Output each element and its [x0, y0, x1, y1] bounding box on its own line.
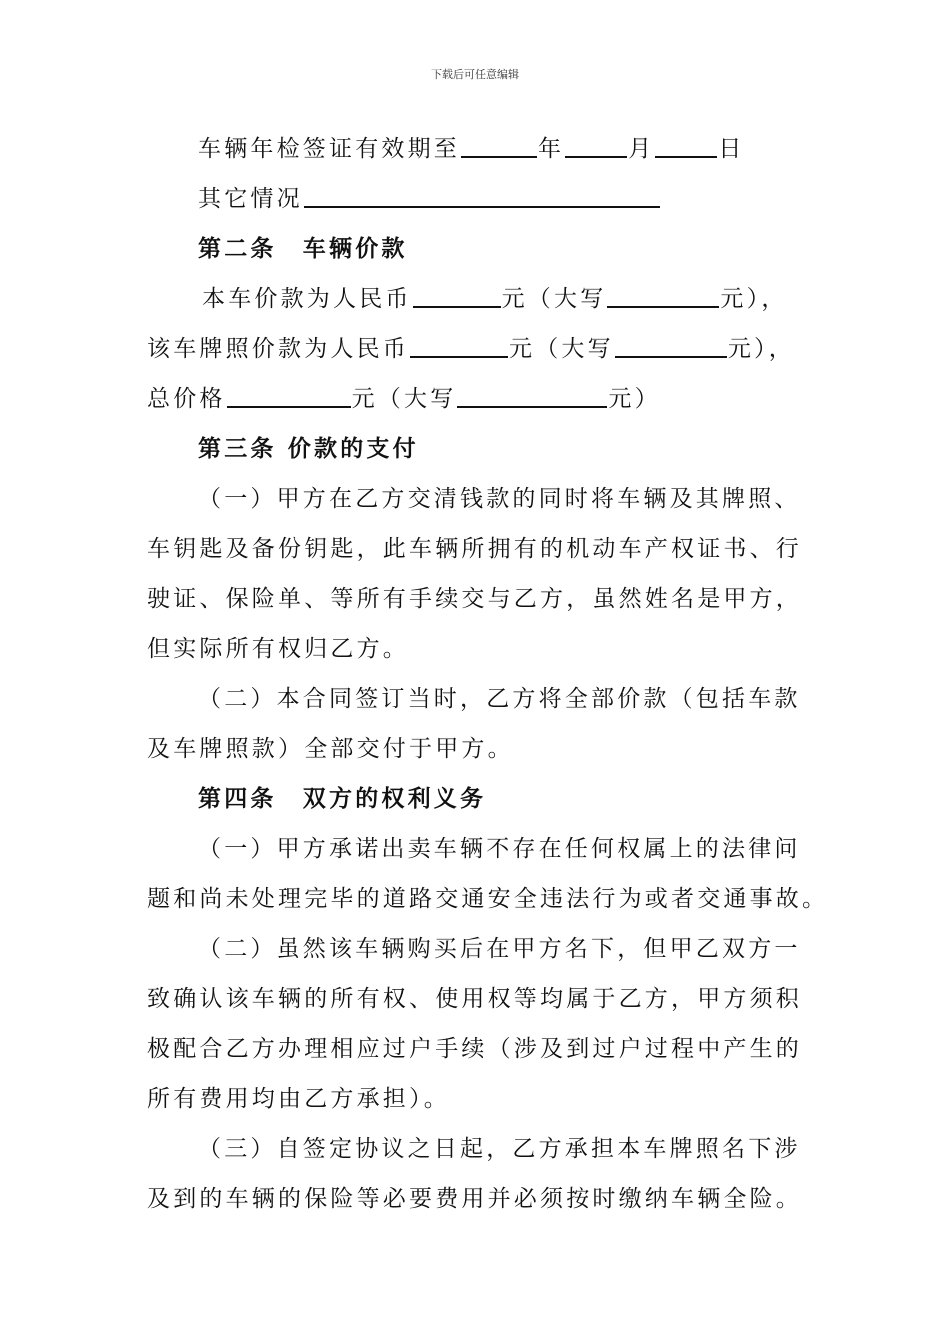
paragraph-line: （一）甲方承诺出卖车辆不存在任何权属上的法律问: [198, 836, 801, 862]
plate-price-caps-blank: [615, 334, 727, 358]
other-info-line: [198, 184, 661, 214]
plate-price-label: 该车牌照价款为人民币: [147, 336, 409, 362]
vehicle-price-caps-label: 元（大写: [501, 286, 607, 312]
paragraph-line: （一）甲方在乙方交清钱款的同时将车辆及其牌照、: [198, 486, 801, 512]
vehicle-price-label: 本车价款为人民币: [202, 286, 412, 312]
paragraph-line: 但实际所有权归乙方。: [147, 636, 409, 662]
day-blank: [655, 134, 717, 158]
paragraph-line: 题和尚未处理完毕的道路交通安全违法行为或者交通事故。: [147, 886, 829, 912]
other-info-label: 其它情况: [198, 186, 303, 212]
vehicle-price-end: 元），: [720, 286, 788, 312]
plate-price-caps-label: 元（大写: [509, 336, 614, 362]
paragraph-line: 极配合乙方办理相应过户手续（涉及到过户过程中产生的: [147, 1036, 802, 1062]
paragraph-line: （三）自签定协议之日起，乙方承担本车牌照名下涉: [198, 1136, 801, 1162]
year-label: 年: [538, 136, 565, 162]
vehicle-price-blank: [413, 284, 501, 308]
section-3-heading: 第三条 价款的支付: [198, 436, 419, 462]
paragraph-line: 及车牌照款）全部交付于甲方。: [147, 736, 514, 762]
total-price-caps-label: 元（大写: [351, 386, 457, 412]
other-info-blank: [304, 184, 660, 208]
total-price-line: [147, 384, 661, 414]
inspection-label: 车辆年检签证有效期至: [198, 136, 460, 162]
paragraph-line: 驶证、保险单、等所有手续交与乙方，虽然姓名是甲方，: [147, 586, 802, 612]
total-price-blank: [227, 384, 351, 408]
year-blank: [461, 134, 537, 158]
total-price-label: 总价格: [147, 386, 226, 412]
paragraph-line: 所有费用均由乙方承担）。: [147, 1086, 450, 1112]
plate-price-end: 元），: [727, 336, 795, 362]
paragraph-line: （二）本合同签订当时，乙方将全部价款（包括车款: [198, 686, 801, 712]
section-4-heading: 第四条 双方的权利义务: [198, 786, 487, 812]
total-price-caps-blank: [457, 384, 607, 408]
paragraph-line: 致确认该车辆的所有权、使用权等均属于乙方，甲方须积: [147, 986, 802, 1012]
paragraph-line: 及到的车辆的保险等必要费用并必须按时缴纳车辆全险。: [147, 1186, 802, 1212]
paragraph-line: 车钥匙及备份钥匙，此车辆所拥有的机动车产权证书、行: [147, 536, 802, 562]
plate-price-blank: [410, 334, 508, 358]
section-2-heading: 第二条 车辆价款: [198, 236, 408, 262]
vehicle-price-line: [202, 284, 788, 314]
total-price-end: 元）: [608, 386, 661, 412]
month-label: 月: [628, 136, 655, 162]
paragraph-line: （二）虽然该车辆购买后在甲方名下，但甲乙双方一: [198, 936, 801, 962]
vehicle-price-caps-blank: [607, 284, 719, 308]
plate-price-line: [147, 334, 795, 364]
page-header: 下载后可任意编辑: [431, 68, 519, 81]
inspection-validity-line: [198, 134, 745, 164]
day-label: 日: [718, 136, 745, 162]
month-blank: [565, 134, 627, 158]
